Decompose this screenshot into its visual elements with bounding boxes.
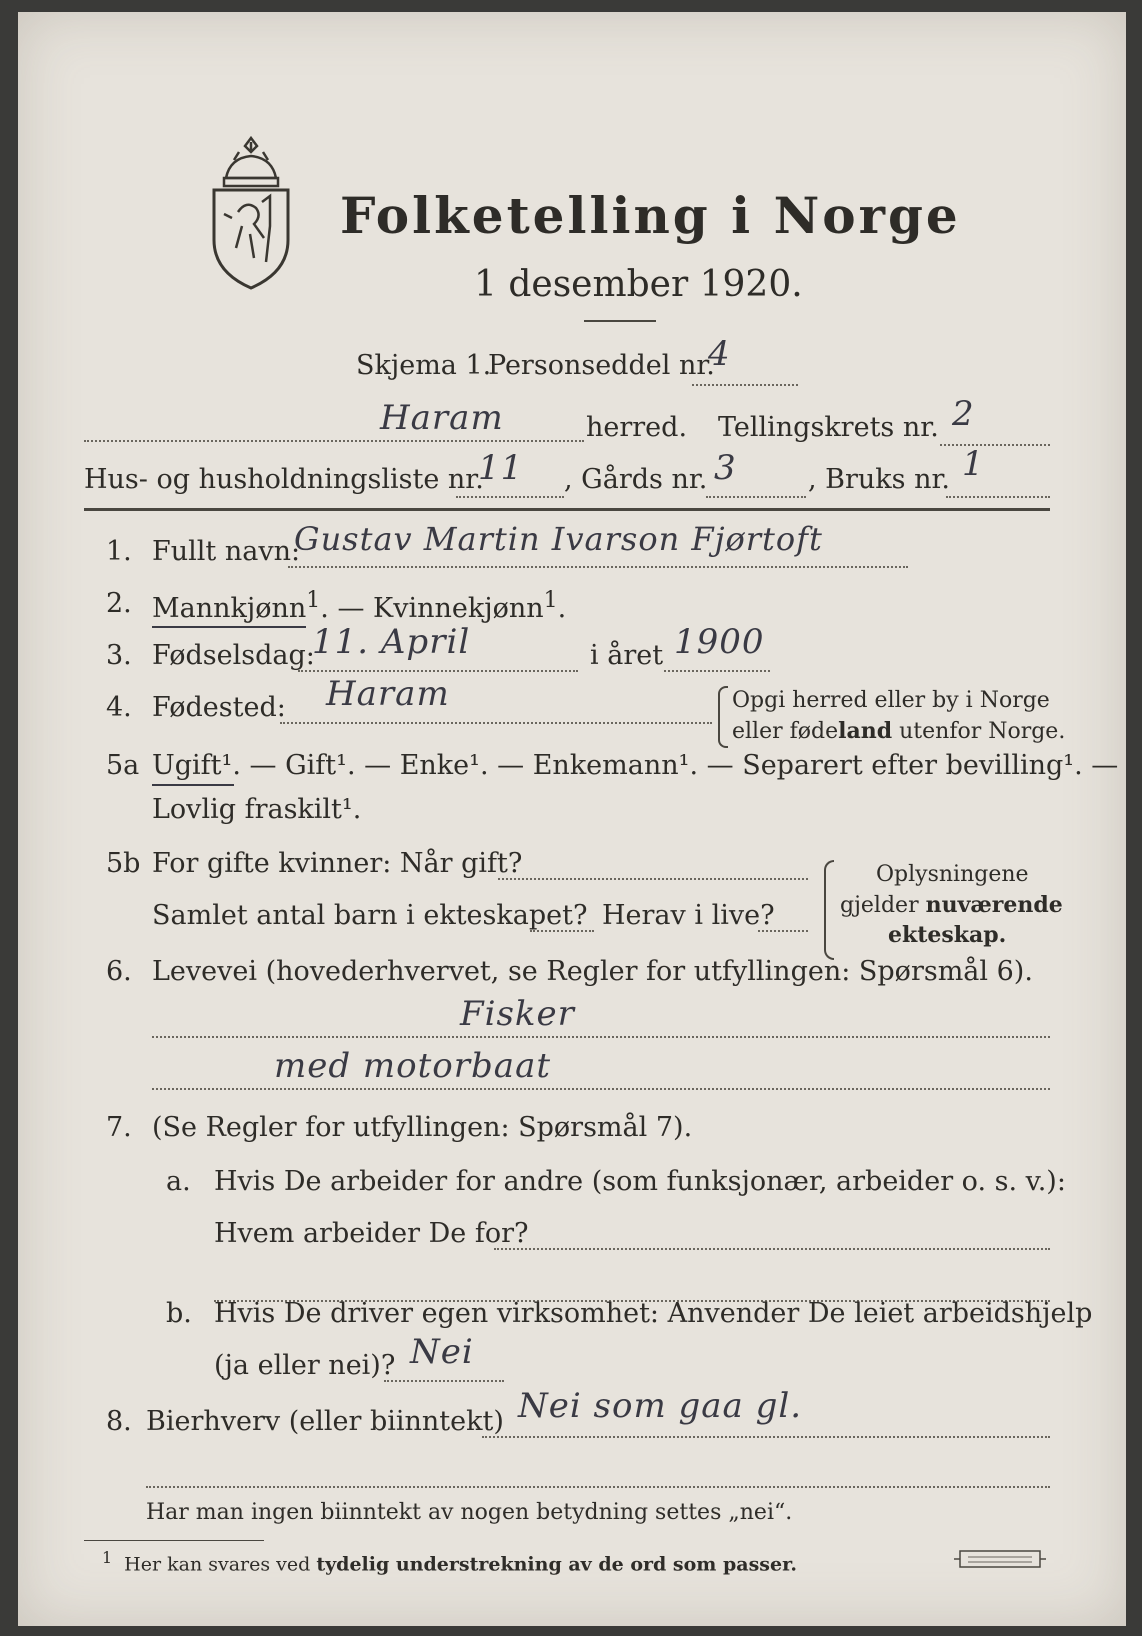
q7-number: 7.	[106, 1112, 132, 1143]
q5b-label-3: Herav i live?	[602, 900, 775, 931]
q5b-label-1: For gifte kvinner: Når gift?	[152, 848, 523, 879]
krets-label: Tellingskrets nr.	[718, 412, 939, 443]
q5a-line-1: Ugift¹. — Gift¹. — Enke¹. — Enkemann¹. — Separert efter bevilling¹. —	[152, 750, 1119, 781]
form-title: Folketelling i Norge	[340, 186, 961, 245]
q4-note-1: Opgi herred eller by i Norge	[732, 688, 1050, 713]
footnote-sup: 1	[102, 1548, 113, 1567]
hus-line	[456, 496, 564, 498]
bruks-line	[946, 496, 1050, 498]
q3-year-label: i året	[590, 640, 664, 671]
q3-year-line	[664, 670, 770, 672]
q8-value: Nei som gaa gl.	[518, 1386, 803, 1426]
footnote	[102, 1548, 797, 1575]
q8-line-2	[146, 1486, 1050, 1488]
q8-line-1	[482, 1436, 1050, 1438]
q3-line	[298, 670, 578, 672]
title-divider	[584, 320, 656, 322]
krets-line	[940, 444, 1050, 446]
q6-value-2: med motorbaat	[274, 1046, 551, 1086]
q8-note: Har man ingen biinntekt av nogen betydning settes „nei“.	[146, 1500, 793, 1525]
q1-label: Fullt navn:	[152, 536, 301, 567]
gards-label: , Gårds nr.	[564, 464, 708, 495]
q4-number: 4.	[106, 692, 132, 723]
q5b-note-2a: gjelder	[840, 893, 926, 918]
q7b-answer-line	[384, 1380, 504, 1382]
bruks-label: , Bruks nr.	[808, 464, 951, 495]
bruks-value: 1	[962, 444, 985, 484]
q7b-number: b.	[166, 1298, 192, 1329]
q7a-answer-line-1	[494, 1248, 1050, 1250]
q2-end: .	[557, 593, 567, 624]
printer-stamp-icon	[954, 1548, 1046, 1570]
personseddel-value: 4	[708, 334, 731, 374]
q6-value-1: Fisker	[460, 994, 575, 1034]
q5b-line-3	[758, 930, 808, 932]
q2-number: 2.	[106, 588, 132, 619]
q1-number: 1.	[106, 536, 132, 567]
personseddel-label: Personseddel nr.	[488, 350, 715, 381]
q3-label: Fødselsdag:	[152, 640, 315, 671]
q4-line	[280, 722, 712, 724]
q6-line-2	[152, 1088, 1050, 1090]
q4-value: Haram	[326, 674, 450, 714]
header-separator	[84, 508, 1050, 511]
footnote-text-a: Her kan svares ved	[124, 1553, 317, 1576]
q7-label: (Se Regler for utfyllingen: Spørsmål 7).	[152, 1112, 693, 1143]
herred-line	[84, 440, 584, 442]
q5b-brace	[824, 860, 834, 960]
gards-value: 3	[714, 448, 737, 488]
footnote-rule	[84, 1540, 264, 1541]
q5b-line-1	[498, 878, 808, 880]
q5a-line-2: Lovlig fraskilt¹.	[152, 794, 362, 825]
q7a-line-2: Hvem arbeider De for?	[214, 1218, 529, 1249]
gards-line	[706, 496, 806, 498]
q1-line	[288, 566, 908, 568]
q6-line-1	[152, 1036, 1050, 1038]
q3-number: 3.	[106, 640, 132, 671]
q6-number: 6.	[106, 956, 132, 987]
schema-label: Skjema 1.	[356, 350, 492, 381]
q4-note-2c: utenfor Norge.	[892, 719, 1066, 744]
q5a-number: 5a	[106, 750, 140, 781]
q2-option-female: . — Kvinnekjønn	[320, 593, 544, 624]
q2-sup: 1	[306, 588, 321, 613]
herred-value: Haram	[380, 398, 504, 438]
q2-sup-2: 1	[543, 588, 558, 613]
footnote-text-b: tydelig understrekning av de ord som passer.	[316, 1553, 797, 1576]
q5b-note-2	[840, 892, 1063, 918]
q1-value: Gustav Martin Ivarson Fjørtoft	[294, 520, 823, 558]
coat-of-arms-icon	[204, 132, 298, 292]
q5b-note-2b: nuværende	[925, 892, 1063, 918]
q4-brace	[718, 686, 728, 748]
q5a-underline	[152, 784, 234, 786]
q7b-line-1: Hvis De driver egen virksomhet: Anvender De leiet arbeidshjelp	[214, 1298, 1093, 1329]
q4-note-2a: eller føde	[732, 719, 839, 744]
personseddel-line	[692, 384, 798, 386]
hus-label: Hus- og husholdningsliste nr.	[84, 464, 484, 495]
q4-note-2	[732, 718, 1065, 744]
q3-value: 11. April	[312, 622, 471, 662]
census-form	[18, 12, 1126, 1626]
q2-options	[152, 588, 566, 624]
q7a-number: a.	[166, 1166, 191, 1197]
q7a-line-1: Hvis De arbeider for andre (som funksjonær, arbeider o. s. v.):	[214, 1166, 1066, 1197]
hus-value: 11	[478, 448, 524, 488]
krets-value: 2	[952, 394, 975, 434]
q5b-number: 5b	[106, 848, 141, 879]
q7b-line-2: (ja eller nei)?	[214, 1350, 396, 1381]
q7b-value: Nei	[410, 1332, 474, 1372]
q8-label: Bierhverv (eller biinntekt)	[146, 1406, 504, 1437]
q8-number: 8.	[106, 1406, 132, 1437]
q2-option-male: Mannkjønn	[152, 593, 306, 628]
herred-label: herred.	[586, 412, 688, 443]
q3-year-value: 1900	[674, 622, 765, 662]
q5b-note-3: ekteskap.	[888, 922, 1007, 948]
q5b-label-2: Samlet antal barn i ekteskapet?	[152, 900, 588, 931]
q5b-note-1: Oplysningene	[876, 862, 1029, 887]
q4-note-2b: land	[838, 718, 893, 744]
q4-label: Fødested:	[152, 692, 286, 723]
q5b-line-2	[530, 930, 594, 932]
q6-label: Levevei (hovederhvervet, se Regler for utfyllingen: Spørsmål 6).	[152, 956, 1033, 987]
form-date: 1 desember 1920.	[474, 264, 803, 305]
